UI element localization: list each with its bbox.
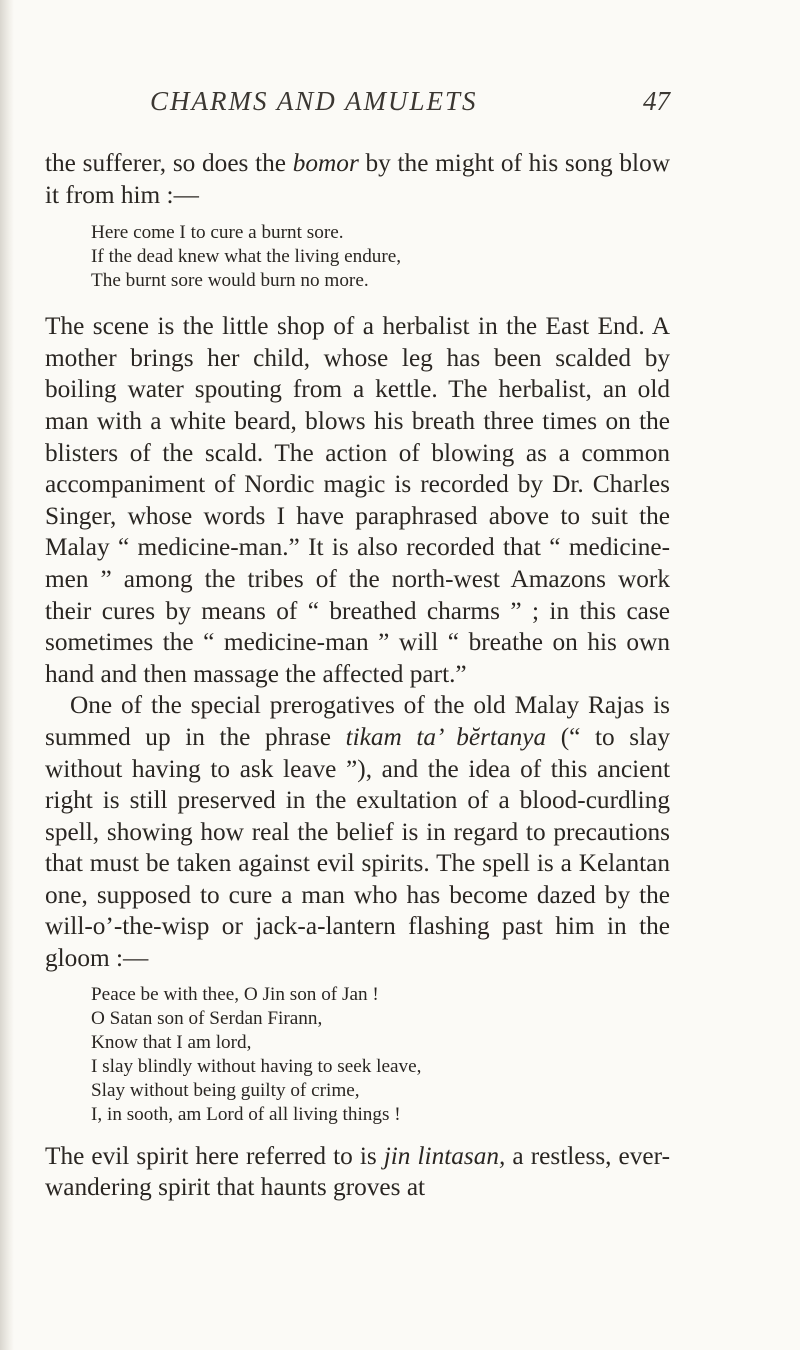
verse-line: Here come I to cure a burnt sore. <box>91 222 344 244</box>
verse-line: O Satan son of Serdan Firann, <box>91 1007 323 1029</box>
verse-kelantan-spell <box>91 983 670 1127</box>
verse-line: I slay blindly without having to seek leave, <box>91 1055 422 1077</box>
page-number: 47 <box>643 86 670 116</box>
verse-line: Slay without being guilty of crime, <box>91 1079 360 1101</box>
page-header <box>150 86 670 117</box>
verse-line: Know that I am lord, <box>91 1031 252 1053</box>
paragraph-1: the sufferer, so does the bomor by the might of his song blow it from him :— <box>45 149 670 209</box>
verse-line: Peace be with thee, O Jin son of Jan ! <box>91 983 379 1005</box>
verse-line: The burnt sore would burn no more. <box>91 270 369 292</box>
running-title: CHARMS AND AMULETS <box>150 86 478 116</box>
verse-line: I, in sooth, am Lord of all living things ! <box>91 1103 401 1125</box>
paragraph-3: One of the special prerogatives of the old Malay Rajas is summed up in the phrase tikam ta’ bĕrtanya (“ to slay without having to ask leave ”), and the idea of this ancient right is still preserved in the exultation of a blood-curdling spell, showing how real the belief is in regard to precautions that must be taken against evil spirits. The spell is a Kelantan one, supposed to cure a man who has become dazed by the will-o’-the-wisp or jack-a-lantern flashing past him in the gloom :— <box>45 691 670 973</box>
paragraph-2: The scene is the little shop of a herbalist in the East End. A mother brings her child, whose leg has been scalded by boiling water spouting from a kettle. The herbalist, an old man with a white beard, blows his breath three times on the blisters of the scald. The action of blowing as a common accompaniment of Nordic magic is recorded by Dr. Charles Singer, whose words I have paraphrased above to suit the Malay “ medicine-man.” It is also recorded that “ medicine-men ” among the tribes of the north-west Amazons work their cures by means of “ breathed charms ” ; in this case sometimes the “ medicine-man ” will “ breathe on his own hand and then massage the affected part.” <box>45 312 670 688</box>
page-body <box>45 148 670 1204</box>
page-binding-shadow <box>0 0 14 1350</box>
verse-burnt-sore <box>91 221 670 293</box>
paragraph-4: The evil spirit here referred to is jin lintasan, a restless, ever-wandering spirit that haunts groves at <box>45 1141 670 1202</box>
verse-line: If the dead knew what the living endure, <box>91 246 402 268</box>
